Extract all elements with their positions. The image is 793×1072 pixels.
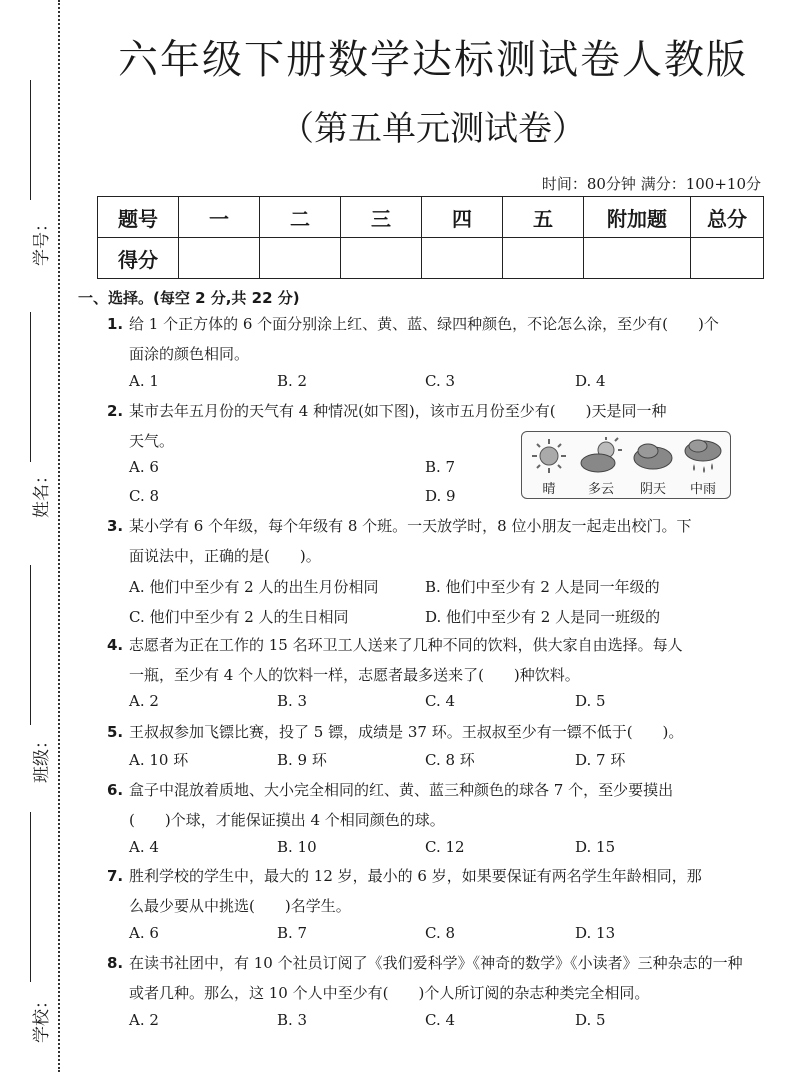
question-number: 8. (107, 954, 124, 972)
section-title: 一、选择。(每空 2 分,共 22 分) (78, 289, 300, 307)
option-d[interactable]: D. 7 环 (575, 751, 626, 769)
score-header-cell: 总分 (691, 197, 764, 238)
question-text-line2: 一瓶，至少有 4 个人的饮料一样，志愿者最多送来了( )种饮料。 (129, 666, 580, 684)
question-text-line2: 么最少要从中挑选( )名学生。 (129, 897, 351, 915)
option-a[interactable]: A. 10 环 (129, 751, 189, 769)
option-b[interactable]: B. 3 (277, 692, 308, 710)
score-cell[interactable] (341, 238, 422, 279)
question-text-line2: 天气。 (129, 432, 175, 450)
weather-label: 多云 (587, 482, 614, 497)
question-7 (107, 861, 747, 921)
question-text-line2: 面说法中，正确的是( )。 (129, 547, 321, 565)
question-1 (107, 309, 747, 369)
question-4 (107, 630, 747, 690)
question-text: 在读书社团中，有 10 个社员订阅了《我们爱科学》《神奇的数学》《小读者》三种杂志的一种 (129, 954, 743, 972)
option-d[interactable]: D. 他们中至少有 2 人是同一班级的 (425, 608, 661, 626)
option-d[interactable]: D. 5 (575, 1011, 606, 1029)
option-c[interactable]: C. 3 (425, 372, 456, 390)
score-cell[interactable] (584, 238, 691, 279)
weather-label: 阴天 (639, 482, 666, 497)
question-8 (107, 948, 747, 1008)
option-a[interactable]: A. 2 (129, 692, 159, 710)
option-d[interactable]: D. 13 (575, 924, 616, 942)
score-cell[interactable] (260, 238, 341, 279)
question-text: 某小学有 6 个年级，每个年级有 8 个班。一天放学时，8 位小朋友一起走出校门。下 (129, 517, 692, 535)
sunny-icon (524, 436, 574, 476)
page-title: 六年级下册数学达标测试卷人教版 (118, 37, 748, 83)
rain-icon (678, 436, 728, 476)
option-b[interactable]: B. 7 (425, 458, 456, 476)
partly-cloudy-icon (576, 436, 626, 476)
question-5 (107, 717, 747, 747)
question-text: 盒子中混放着质地、大小完全相同的红、黄、蓝三种颜色的球各 7 个，至少要摸出 (129, 781, 674, 799)
question-text: 志愿者为正在工作的 15 名环卫工人送来了几种不同的饮料，供大家自由选择。每人 (129, 636, 683, 654)
option-d[interactable]: D. 4 (575, 372, 606, 390)
question-text-line2: 或者几种。那么，这 10 个人中至少有( )个人所订阅的杂志种类完全相同。 (129, 984, 650, 1002)
question-number: 7. (107, 867, 124, 885)
option-d[interactable]: D. 9 (425, 487, 456, 505)
option-b[interactable]: B. 3 (277, 1011, 308, 1029)
class-line (30, 565, 31, 725)
question-3 (107, 511, 747, 571)
score-header-cell: 题号 (98, 197, 179, 238)
weather-figure (521, 431, 731, 499)
question-number: 5. (107, 723, 124, 741)
weather-rain (678, 436, 728, 497)
option-c[interactable]: C. 8 环 (425, 751, 475, 769)
overcast-icon (628, 436, 678, 476)
question-text-line2: 面涂的颜色相同。 (129, 345, 250, 363)
weather-partly-cloudy (576, 436, 626, 497)
question-number: 6. (107, 781, 124, 799)
school-label: 学校： (32, 992, 52, 1043)
option-a[interactable]: A. 4 (129, 838, 159, 856)
option-a[interactable]: A. 他们中至少有 2 人的出生月份相同 (129, 578, 379, 596)
question-6 (107, 775, 747, 835)
score-row-label: 得分 (98, 238, 179, 279)
option-a[interactable]: A. 6 (129, 458, 159, 476)
option-c[interactable]: C. 4 (425, 1011, 456, 1029)
question-text: 胜利学校的学生中，最大的 12 岁，最小的 6 岁，如果要保证有两名学生年龄相同，那 (129, 867, 702, 885)
option-d[interactable]: D. 15 (575, 838, 616, 856)
score-header-cell: 附加题 (584, 197, 691, 238)
school-line (30, 812, 31, 982)
option-c[interactable]: C. 4 (425, 692, 456, 710)
option-c[interactable]: C. 8 (129, 487, 160, 505)
class-label: 班级： (32, 732, 52, 783)
binding-dotted-line (58, 0, 60, 1072)
weather-label: 中雨 (689, 482, 716, 497)
score-table-header-row (98, 197, 764, 238)
weather-sunny (524, 436, 574, 497)
option-d[interactable]: D. 5 (575, 692, 606, 710)
option-b[interactable]: B. 2 (277, 372, 308, 390)
question-text: 某市去年五月份的天气有 4 种情况(如下图)，该市五月份至少有( )天是同一种 (129, 402, 667, 420)
weather-overcast (628, 436, 678, 497)
score-header-cell: 一 (179, 197, 260, 238)
page-subtitle: （第五单元测试卷） (280, 109, 586, 149)
score-cell[interactable] (179, 238, 260, 279)
score-cell[interactable] (503, 238, 584, 279)
weather-label: 晴 (542, 482, 556, 497)
option-c[interactable]: C. 他们中至少有 2 人的生日相同 (129, 608, 349, 626)
question-text: 给 1 个正方体的 6 个面分别涂上红、黄、蓝、绿四种颜色，不论怎么涂，至少有( )个 (129, 315, 719, 333)
option-b[interactable]: B. 7 (277, 924, 308, 942)
name-label: 姓名： (32, 467, 52, 518)
score-cell[interactable] (422, 238, 503, 279)
option-c[interactable]: C. 8 (425, 924, 456, 942)
score-header-cell: 三 (341, 197, 422, 238)
option-b[interactable]: B. 9 环 (277, 751, 327, 769)
option-c[interactable]: C. 12 (425, 838, 465, 856)
student-id-label: 学号： (32, 215, 52, 266)
score-table (97, 196, 764, 279)
option-b[interactable]: B. 他们中至少有 2 人是同一年级的 (425, 578, 660, 596)
score-header-cell: 二 (260, 197, 341, 238)
name-line (30, 312, 31, 462)
question-number: 2. (107, 402, 124, 420)
option-a[interactable]: A. 2 (129, 1011, 159, 1029)
option-a[interactable]: A. 1 (129, 372, 159, 390)
score-header-cell: 四 (422, 197, 503, 238)
exam-meta: 时间：80分钟 满分：100+10分 (541, 175, 761, 193)
option-b[interactable]: B. 10 (277, 838, 317, 856)
score-header-cell: 五 (503, 197, 584, 238)
option-a[interactable]: A. 6 (129, 924, 159, 942)
question-number: 1. (107, 315, 124, 333)
question-number: 4. (107, 636, 124, 654)
question-text-line2: ( )个球，才能保证摸出 4 个相同颜色的球。 (129, 811, 445, 829)
question-text: 王叔叔参加飞镖比赛，投了 5 镖，成绩是 37 环。王叔叔至少有一镖不低于( )。 (129, 723, 684, 741)
question-number: 3. (107, 517, 124, 535)
score-table-score-row (98, 238, 764, 279)
score-cell[interactable] (691, 238, 764, 279)
student-id-line (30, 80, 31, 200)
